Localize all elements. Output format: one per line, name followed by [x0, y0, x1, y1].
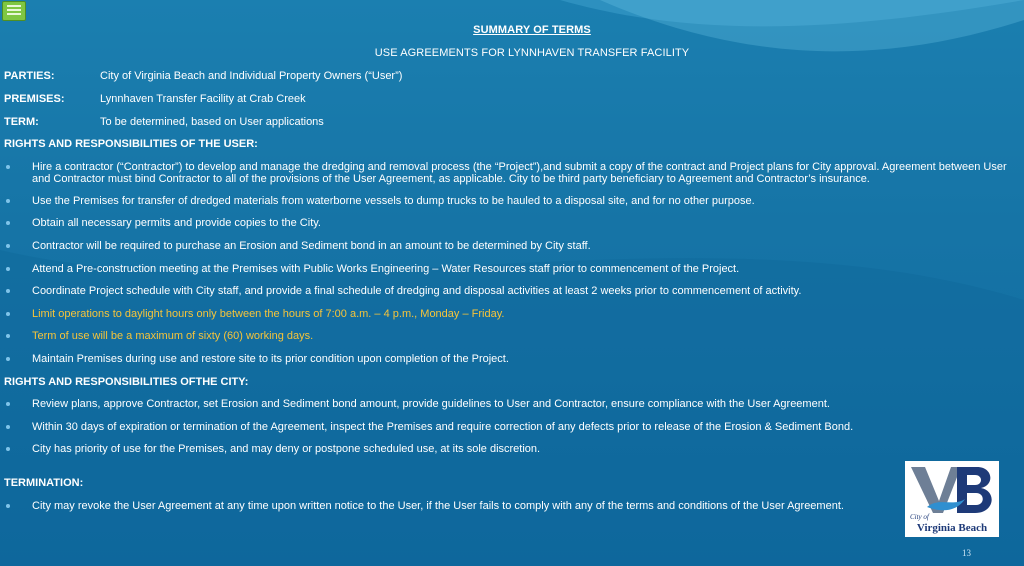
bullet-icon: [6, 402, 10, 406]
user-item-highlight: [6, 330, 1022, 342]
termination-heading: TERMINATION:: [4, 477, 84, 489]
term-label: PREMISES:: [4, 93, 65, 105]
user-item: [6, 240, 1022, 252]
user-item: [6, 161, 1022, 185]
user-item-text: Contractor will be required to purchase an Erosion and Sediment bond in an amount to be determined by City staff.: [32, 240, 591, 252]
user-item: [6, 217, 1022, 229]
bullet-icon: [6, 504, 10, 508]
city-item: [6, 421, 1022, 433]
city-item: [6, 443, 1022, 455]
user-item-text: Term of use will be a maximum of sixty (60) working days.: [32, 330, 314, 342]
bullet-icon: [6, 357, 10, 361]
user-item-highlight: [6, 308, 1022, 320]
bullet-icon: [6, 244, 10, 248]
termination-item: [6, 500, 906, 512]
term-row-term: [4, 116, 324, 129]
termination-item-text: City may revoke the User Agreement at any time upon written notice to the User, if the User fails to comply with any of the terms and conditions of the User Agreement.: [32, 500, 844, 512]
term-value: Lynnhaven Transfer Facility at Crab Creek: [100, 93, 306, 105]
term-label: PARTIES:: [4, 70, 55, 82]
slide-subtitle: USE AGREEMENTS FOR LYNNHAVEN TRANSFER FACILITY: [374, 47, 690, 59]
user-item-text: Attend a Pre-construction meeting at the Premises with Public Works Engineering – Water Resources staff prior to commencement of the Project.: [32, 263, 740, 275]
user-item: [6, 353, 1022, 365]
bullet-icon: [6, 165, 10, 169]
user-item-text: Obtain all necessary permits and provide copies to the City.: [32, 217, 321, 229]
city-item-text: City has priority of use for the Premises, and may deny or postpone scheduled use, at its sole discretion.: [32, 443, 541, 455]
bullet-icon: [6, 267, 10, 271]
term-row-parties: [4, 70, 402, 83]
city-item: [6, 398, 1022, 410]
logo-line-2: Virginia Beach: [916, 522, 988, 534]
user-item-text: Coordinate Project schedule with City staff, and provide a final schedule of dredging and disposal activities at least 2 weeks prior to commencement of activity.: [32, 285, 802, 297]
city-item-text: Within 30 days of expiration or termination of the Agreement, inspect the Premises and require correction of any defects prior to release of the Erosion & Sediment Bond.: [32, 421, 854, 433]
user-item-text: Maintain Premises during use and restore site to its prior condition upon completion of the Project.: [32, 353, 509, 365]
bullet-icon: [6, 289, 10, 293]
bullet-icon: [6, 312, 10, 316]
user-item-text: Use the Premises for transfer of dredged materials from waterborne vessels to dump trucks to be hauled to a disposal site, and for no other purpose.: [32, 195, 755, 207]
city-section-heading: RIGHTS AND RESPONSIBILITIES OFTHE CITY:: [4, 376, 249, 388]
term-row-premises: [4, 93, 306, 106]
bullet-icon: [6, 447, 10, 451]
bullet-icon: [6, 199, 10, 203]
user-item: [6, 263, 1022, 275]
user-item-text: Hire a contractor (“Contractor”) to develop and manage the dredging and removal process (the “Project”),and submit a copy of the contract and Project plans for City approval. Agreement between User and Contractor must bind Contractor to all of the provisions of the User Agreement, as applicable. City to be third party beneficiary to Agreement and Contractor’s insurance.: [32, 161, 1007, 185]
bullet-icon: [6, 221, 10, 225]
vb-monogram: [905, 461, 999, 517]
bullet-icon: [6, 425, 10, 429]
term-value: To be determined, based on User applications: [100, 116, 324, 128]
notes-icon[interactable]: [2, 1, 26, 21]
user-section-heading: RIGHTS AND RESPONSIBILITIES OF THE USER:: [4, 138, 258, 150]
user-item-text: Limit operations to daylight hours only between the hours of 7:00 a.m. – 4 p.m., Monday – Friday.: [32, 308, 505, 320]
user-item: [6, 195, 1022, 207]
user-item: [6, 285, 1022, 297]
term-value: City of Virginia Beach and Individual Property Owners (“User”): [100, 70, 403, 82]
bullet-icon: [6, 334, 10, 338]
city-item-text: Review plans, approve Contractor, set Erosion and Sediment bond amount, provide guidelines to User and Contractor, ensure compliance with the User Agreement.: [32, 398, 830, 410]
slide-title: SUMMARY OF TERMS: [473, 24, 591, 36]
term-label: TERM:: [4, 116, 39, 128]
page-number: 13: [962, 548, 971, 558]
logo-line-1: City of: [910, 513, 929, 521]
city-logo: [905, 461, 999, 537]
